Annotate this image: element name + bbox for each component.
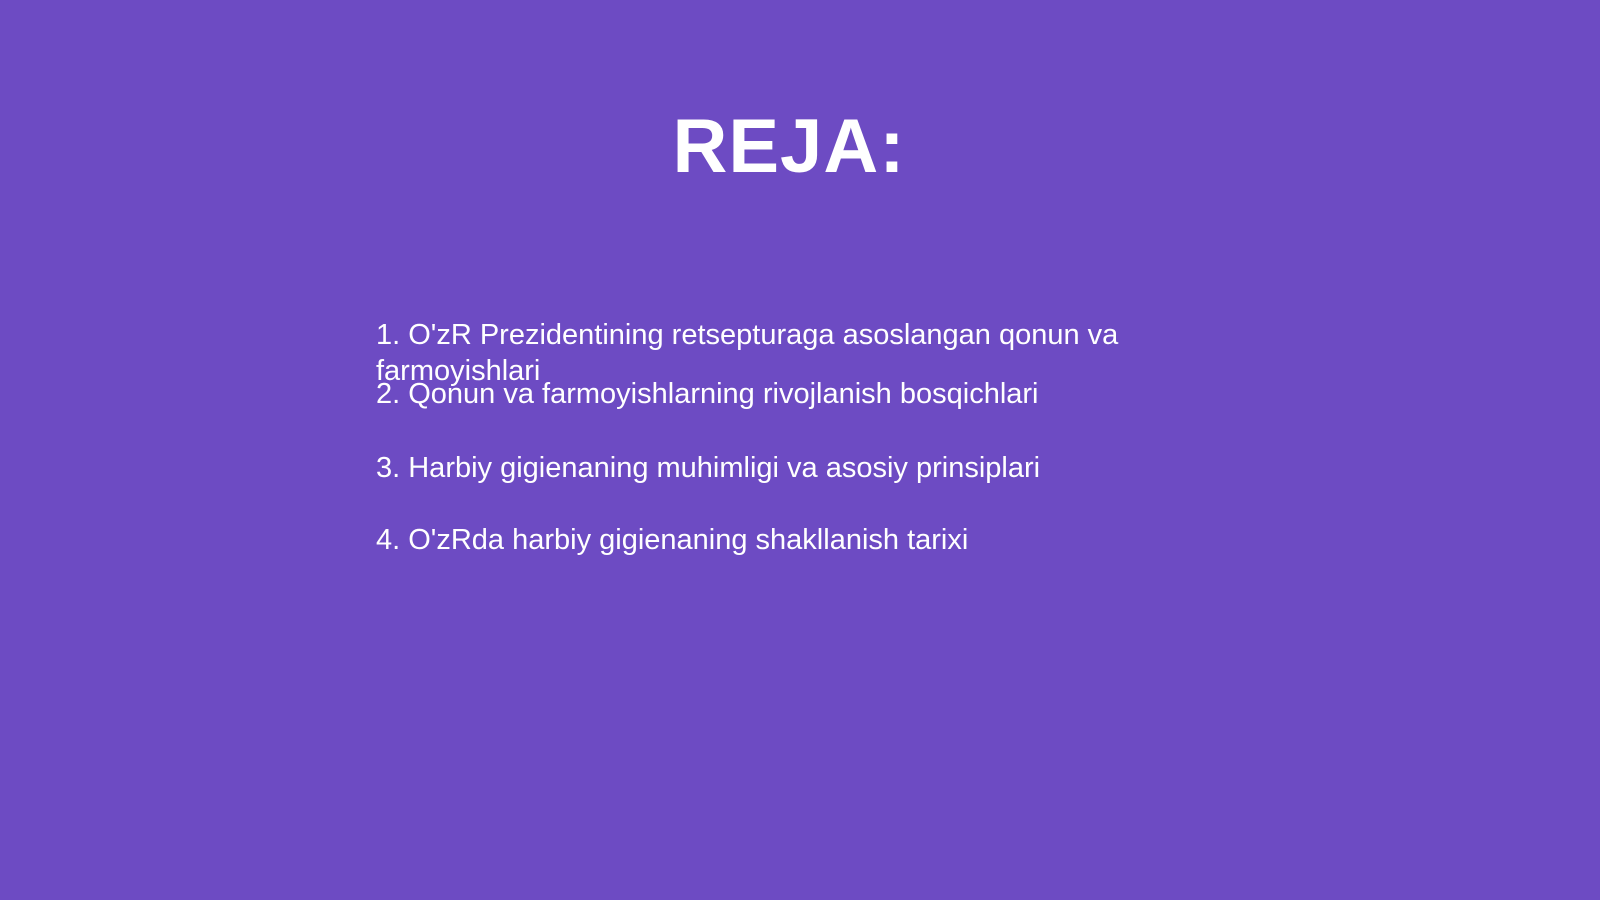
slide-title: REJA: (672, 104, 906, 189)
plan-item-1: 1. O'zR Prezidentining retsepturaga asoslangan qonun va farmoyishlari (376, 319, 1119, 387)
plan-item-3: 3. Harbiy gigienaning muhimligi va asosiy prinsiplari (376, 452, 1041, 484)
plan-item-4: 4. O'zRda harbiy gigienaning shakllanish tarixi (376, 524, 969, 556)
plan-item-2: 2. Qonun va farmoyishlarning rivojlanish bosqichlari (376, 378, 1039, 410)
